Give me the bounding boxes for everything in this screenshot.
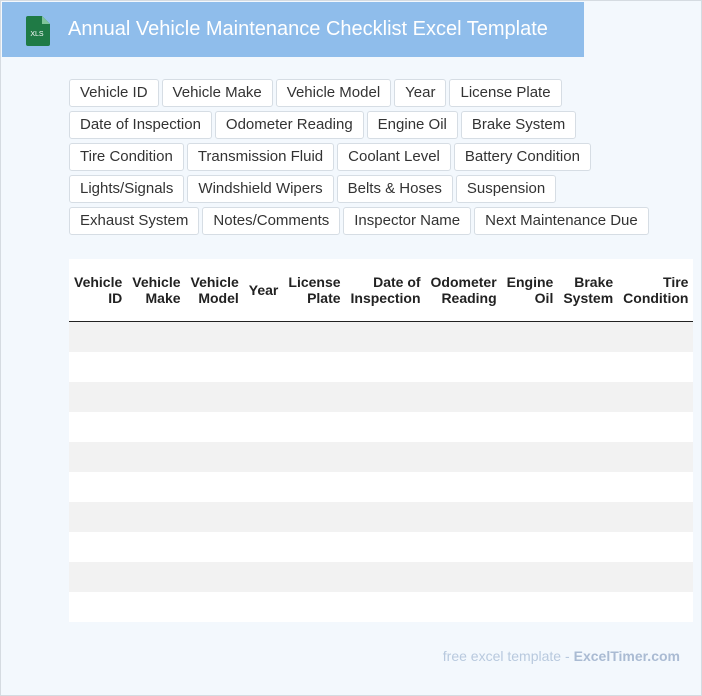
column-header[interactable]: Vehicle Model: [186, 259, 244, 321]
field-chip[interactable]: Windshield Wipers: [187, 175, 333, 203]
table-cell[interactable]: [346, 502, 426, 532]
table-cell[interactable]: [558, 412, 618, 442]
table-cell[interactable]: [558, 502, 618, 532]
table-cell[interactable]: [426, 382, 502, 412]
field-chip[interactable]: Odometer Reading: [215, 111, 364, 139]
column-header[interactable]: Year: [244, 259, 284, 321]
table-row: [69, 502, 693, 532]
table-cell[interactable]: [69, 532, 127, 562]
checklist-table: [69, 259, 693, 622]
table-cell[interactable]: [69, 352, 127, 382]
table-cell[interactable]: [502, 352, 559, 382]
table-cell[interactable]: [69, 442, 127, 472]
table-cell[interactable]: [618, 562, 693, 592]
table-cell[interactable]: [186, 412, 244, 442]
table-cell[interactable]: [558, 442, 618, 472]
table-cell[interactable]: [346, 442, 426, 472]
table-cell[interactable]: [502, 532, 559, 562]
table-cell[interactable]: [127, 472, 185, 502]
table-cell[interactable]: [127, 532, 185, 562]
table-cell[interactable]: [283, 592, 345, 622]
table-cell[interactable]: [186, 382, 244, 412]
field-chip[interactable]: Exhaust System: [69, 207, 199, 235]
field-chip[interactable]: Tire Condition: [69, 143, 184, 171]
table-cell[interactable]: [283, 321, 345, 352]
table-cell[interactable]: [69, 382, 127, 412]
column-header[interactable]: License Plate: [283, 259, 345, 321]
table-cell[interactable]: [618, 321, 693, 352]
table-cell[interactable]: [502, 321, 559, 352]
table-cell[interactable]: [346, 592, 426, 622]
field-chip[interactable]: Suspension: [456, 175, 556, 203]
table-cell[interactable]: [127, 592, 185, 622]
field-chip[interactable]: Year: [394, 79, 446, 107]
table-cell[interactable]: [502, 442, 559, 472]
table-cell[interactable]: [127, 352, 185, 382]
field-chip[interactable]: Notes/Comments: [202, 207, 340, 235]
table-cell[interactable]: [618, 502, 693, 532]
field-chip[interactable]: Date of Inspection: [69, 111, 212, 139]
table-cell[interactable]: [426, 502, 502, 532]
page-title: Annual Vehicle Maintenance Checklist Excel Template: [68, 18, 548, 40]
table-cell[interactable]: [69, 321, 127, 352]
table-cell[interactable]: [69, 592, 127, 622]
table-cell[interactable]: [346, 532, 426, 562]
table-cell[interactable]: [244, 412, 284, 442]
field-chip[interactable]: Vehicle Model: [276, 79, 391, 107]
table-cell[interactable]: [346, 321, 426, 352]
footer-credit: [443, 648, 680, 664]
table-cell[interactable]: [618, 442, 693, 472]
table-cell[interactable]: [283, 382, 345, 412]
table-cell[interactable]: [69, 472, 127, 502]
field-chip[interactable]: Next Maintenance Due: [474, 207, 649, 235]
column-header[interactable]: Vehicle ID: [69, 259, 127, 321]
table-cell[interactable]: [283, 352, 345, 382]
table-cell[interactable]: [426, 442, 502, 472]
column-header[interactable]: Brake System: [558, 259, 618, 321]
table-cell[interactable]: [346, 382, 426, 412]
table-cell[interactable]: [186, 592, 244, 622]
field-chip[interactable]: Vehicle Make: [162, 79, 273, 107]
table-cell[interactable]: [618, 532, 693, 562]
table-cell[interactable]: [244, 321, 284, 352]
table-row: [69, 321, 693, 352]
table-cell[interactable]: [618, 382, 693, 412]
table-cell[interactable]: [283, 562, 345, 592]
table-cell[interactable]: [558, 592, 618, 622]
table-cell[interactable]: [186, 321, 244, 352]
table-row: [69, 562, 693, 592]
table-cell[interactable]: [346, 352, 426, 382]
table-cell[interactable]: [558, 472, 618, 502]
table-cell[interactable]: [127, 442, 185, 472]
field-chip[interactable]: Inspector Name: [343, 207, 471, 235]
field-chip-list: [69, 79, 689, 235]
field-chip[interactable]: Brake System: [461, 111, 576, 139]
table-cell[interactable]: [502, 412, 559, 442]
footer-brand-link[interactable]: ExcelTimer.com: [573, 648, 680, 664]
column-header[interactable]: Vehicle Make: [127, 259, 185, 321]
column-header[interactable]: Date of Inspection: [346, 259, 426, 321]
table-cell[interactable]: [283, 532, 345, 562]
table-cell[interactable]: [346, 412, 426, 442]
field-chip[interactable]: Coolant Level: [337, 143, 451, 171]
table-row: [69, 352, 693, 382]
table-cell[interactable]: [558, 352, 618, 382]
column-header[interactable]: Tire Condition: [618, 259, 693, 321]
table-cell[interactable]: [502, 592, 559, 622]
table-row: [69, 592, 693, 622]
table-cell[interactable]: [283, 502, 345, 532]
field-chip[interactable]: Vehicle ID: [69, 79, 159, 107]
table-cell[interactable]: [186, 532, 244, 562]
table-cell[interactable]: [69, 502, 127, 532]
table-cell[interactable]: [502, 562, 559, 592]
title-banner: [2, 2, 584, 57]
table-cell[interactable]: [127, 502, 185, 532]
table-row: [69, 442, 693, 472]
table-cell[interactable]: [618, 412, 693, 442]
field-chip[interactable]: License Plate: [449, 79, 561, 107]
table-cell[interactable]: [502, 502, 559, 532]
xls-file-icon: [26, 16, 50, 46]
table-cell[interactable]: [283, 472, 345, 502]
table-cell[interactable]: [426, 472, 502, 502]
xls-icon-label: XLS: [30, 31, 44, 38]
table-cell[interactable]: [426, 592, 502, 622]
table-cell[interactable]: [618, 352, 693, 382]
footer-text: free excel template -: [442, 648, 570, 664]
table-cell[interactable]: [244, 352, 284, 382]
column-header[interactable]: Odometer Reading: [426, 259, 502, 321]
table-cell[interactable]: [244, 532, 284, 562]
field-chip[interactable]: Belts & Hoses: [337, 175, 453, 203]
table-cell[interactable]: [346, 472, 426, 502]
table-cell[interactable]: [127, 382, 185, 412]
field-chip[interactable]: Engine Oil: [367, 111, 458, 139]
table-cell[interactable]: [244, 382, 284, 412]
field-chip[interactable]: Battery Condition: [454, 143, 591, 171]
table-cell[interactable]: [426, 412, 502, 442]
table-cell[interactable]: [426, 321, 502, 352]
table-cell[interactable]: [186, 472, 244, 502]
checklist-table-container[interactable]: [69, 259, 689, 622]
table-cell[interactable]: [186, 352, 244, 382]
table-cell[interactable]: [558, 321, 618, 352]
table-row: [69, 412, 693, 442]
table-cell[interactable]: [558, 382, 618, 412]
field-chip[interactable]: Transmission Fluid: [187, 143, 334, 171]
table-row: [69, 472, 693, 502]
table-cell[interactable]: [618, 472, 693, 502]
table-cell[interactable]: [244, 442, 284, 472]
table-cell[interactable]: [244, 592, 284, 622]
table-cell[interactable]: [186, 562, 244, 592]
table-cell[interactable]: [283, 412, 345, 442]
table-cell[interactable]: [558, 562, 618, 592]
table-cell[interactable]: [69, 412, 127, 442]
table-cell[interactable]: [127, 562, 185, 592]
table-cell[interactable]: [346, 562, 426, 592]
table-cell[interactable]: [244, 502, 284, 532]
table-cell[interactable]: [244, 472, 284, 502]
table-cell[interactable]: [244, 562, 284, 592]
table-cell[interactable]: [426, 352, 502, 382]
table-cell[interactable]: [558, 532, 618, 562]
column-header[interactable]: Engine Oil: [502, 259, 559, 321]
field-chip[interactable]: Lights/Signals: [69, 175, 184, 203]
table-cell[interactable]: [186, 502, 244, 532]
table-cell[interactable]: [426, 562, 502, 592]
table-cell[interactable]: [502, 472, 559, 502]
table-header-row: [69, 259, 693, 321]
table-cell[interactable]: [502, 382, 559, 412]
table-cell[interactable]: [283, 442, 345, 472]
table-row: [69, 382, 693, 412]
table-cell[interactable]: [426, 532, 502, 562]
table-cell[interactable]: [127, 412, 185, 442]
table-cell[interactable]: [127, 321, 185, 352]
table-cell[interactable]: [186, 442, 244, 472]
table-row: [69, 532, 693, 562]
table-cell[interactable]: [618, 592, 693, 622]
table-cell[interactable]: [69, 562, 127, 592]
